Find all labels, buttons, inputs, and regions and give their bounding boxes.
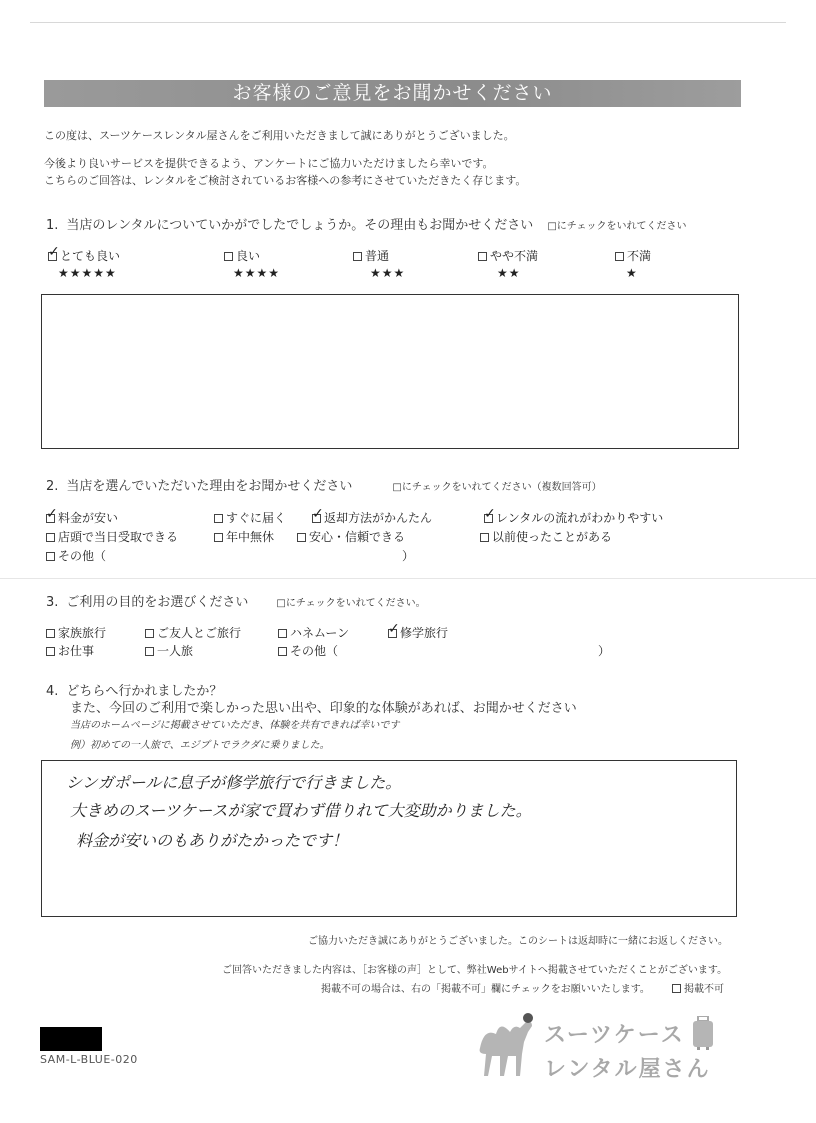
redacted-block [40, 1027, 102, 1051]
q1-text: 当店のレンタルについていかがでしたでしょうか。その理由もお聞かせください [66, 218, 534, 233]
paper-fold-line [0, 578, 816, 579]
q1-hint: □にチェックをいれてください [547, 221, 687, 232]
q2-option-other[interactable]: その他（ [46, 547, 106, 564]
q3-option-family-trip[interactable]: 家族旅行 [46, 624, 106, 641]
checkbox-icon[interactable] [214, 514, 223, 523]
camel-icon [470, 1010, 540, 1082]
q3-number: 3. [46, 595, 59, 610]
stars-2: ★★ [497, 266, 521, 280]
checkbox-checked-icon[interactable] [388, 629, 397, 638]
q3-option-solo-trip[interactable]: 一人旅 [145, 642, 193, 659]
handwritten-line-3: 料金が安いのもありがたかったです！ [76, 831, 349, 850]
stars-4: ★★★★ [233, 266, 281, 280]
handwritten-line-2: 大きめのスーツケースが家で買わず借りれて大変助かりました。 [70, 801, 532, 820]
logo-line-1: スーツケース [544, 1023, 685, 1048]
footer-publish-note: ご回答いただきました内容は、［お客様の声］として、弊社Webサイトへ掲載させていただくことがございます。 [222, 965, 728, 976]
q4-note: 当店のホームページに掲載させていただき、体験を共有できれば幸いです [70, 720, 400, 731]
q2-text: 当店を選んでいただいた理由をお聞かせください [66, 479, 353, 494]
q1-option-good[interactable]: 良い [224, 247, 260, 264]
checkbox-icon[interactable] [615, 252, 624, 261]
checkbox-icon[interactable] [480, 533, 489, 542]
checkbox-checked-icon[interactable] [48, 252, 57, 261]
checkbox-icon[interactable] [297, 533, 306, 542]
stars-5: ★★★★★ [58, 266, 117, 280]
q3-option-friends-trip[interactable]: ご友人とご旅行 [145, 624, 241, 641]
q2-other-close-paren: ） [402, 549, 415, 563]
checkbox-icon[interactable] [278, 629, 287, 638]
q1-option-very-good[interactable]: ✓とても良い [48, 247, 120, 264]
q2-hint: □にチェックをいれてください（複数回答可） [392, 482, 602, 493]
q3-heading [46, 591, 426, 610]
checkbox-icon[interactable] [672, 984, 681, 993]
sheet-code: SAM-L-BLUE-020 [40, 1053, 138, 1066]
suitcase-icon [692, 1016, 714, 1050]
q2-option-cheap[interactable]: ✓料金が安い [46, 509, 118, 526]
q3-option-honeymoon[interactable]: ハネムーン [278, 624, 349, 641]
q1-heading [46, 214, 686, 233]
q2-option-used-before[interactable]: 以前使ったことがある [480, 528, 612, 545]
intro-line-3: こちらのご回答は、レンタルをご検討されているお客様への参考にさせていただきたく存じます。 [44, 174, 527, 187]
q2-option-fast-delivery[interactable]: すぐに届く [214, 509, 286, 526]
q2-option-clear-process[interactable]: ✓ レンタルの流れがわかりやすい [484, 509, 663, 526]
q3-text: ご利用の目的をお選びください [66, 595, 249, 610]
checkbox-icon[interactable] [145, 629, 154, 638]
q2-option-same-day-pickup[interactable]: 店頭で当日受取できる [46, 528, 178, 545]
optout-checkbox-option[interactable]: 掲載不可 [672, 980, 724, 995]
checkbox-icon[interactable] [145, 647, 154, 656]
checkbox-icon[interactable] [278, 647, 287, 656]
checkbox-icon[interactable] [46, 629, 55, 638]
checkbox-icon[interactable] [478, 252, 487, 261]
q3-hint: □にチェックをいれてください。 [276, 598, 426, 609]
q4-example: 例）初めての一人旅で、エジプトでラクダに乗りました。 [70, 740, 330, 751]
q4-line-1: どちらへ行かれましたか？ [66, 684, 223, 699]
intro-line-1: この度は、スーツケースレンタル屋さんをご利用いただきまして誠にありがとうございました。 [44, 129, 515, 142]
q2-option-trustworthy[interactable]: 安心・信頼できる [297, 528, 405, 545]
checkbox-icon[interactable] [214, 533, 223, 542]
q3-option-other[interactable]: その他（ [278, 642, 338, 659]
checkbox-icon[interactable] [46, 647, 55, 656]
q1-number: 1. [46, 218, 59, 233]
q1-reason-textarea[interactable] [41, 294, 739, 449]
q3-option-business[interactable]: お仕事 [46, 642, 94, 659]
q3-option-school-trip[interactable]: ✓ 修学旅行 [388, 624, 448, 641]
intro-line-2: 今後より良いサービスを提供できるよう、アンケートにご協力いただけましたら幸いです。 [44, 157, 494, 170]
stars-3: ★★★ [370, 266, 406, 280]
footer-thanks: ご協力いただき誠にありがとうございました。このシートは返却時に一緒にお返しください。 [308, 936, 728, 947]
company-logo [470, 1010, 720, 1085]
checkbox-icon[interactable] [224, 252, 233, 261]
footer-optout-note: 掲載不可の場合は、右の「掲載不可」欄にチェックをお願いいたします。 [321, 984, 650, 995]
top-edge-line [30, 22, 786, 23]
q4-line-2: また、今回のご利用で楽しかった思い出や、印象的な体験があれば、お聞かせください [70, 701, 577, 716]
checkbox-icon[interactable] [46, 533, 55, 542]
q2-option-open-all-year[interactable]: 年中無休 [214, 528, 274, 545]
checkbox-checked-icon[interactable] [312, 514, 321, 523]
q1-option-somewhat-unsatisfied[interactable]: やや不満 [478, 247, 538, 264]
checkbox-checked-icon[interactable] [484, 514, 493, 523]
handwritten-line-1: シンガポールに息子が修学旅行で行きました。 [66, 773, 402, 792]
q1-option-average[interactable]: 普通 [353, 247, 389, 264]
q1-option-unsatisfied[interactable]: 不満 [615, 247, 651, 264]
logo-line-2: レンタル屋さん [544, 1057, 711, 1082]
q2-heading [46, 475, 602, 494]
q3-other-close-paren: ） [598, 644, 611, 658]
stars-1: ★ [626, 266, 638, 280]
q2-option-easy-return[interactable]: ✓ 返却方法がかんたん [312, 509, 432, 526]
checkbox-icon[interactable] [46, 552, 55, 561]
q2-number: 2. [46, 479, 59, 494]
q4-number: 4. [46, 684, 59, 699]
survey-title-banner: お客様のご意見をお聞かせください [44, 80, 741, 107]
checkbox-icon[interactable] [353, 252, 362, 261]
checkbox-checked-icon[interactable] [46, 514, 55, 523]
